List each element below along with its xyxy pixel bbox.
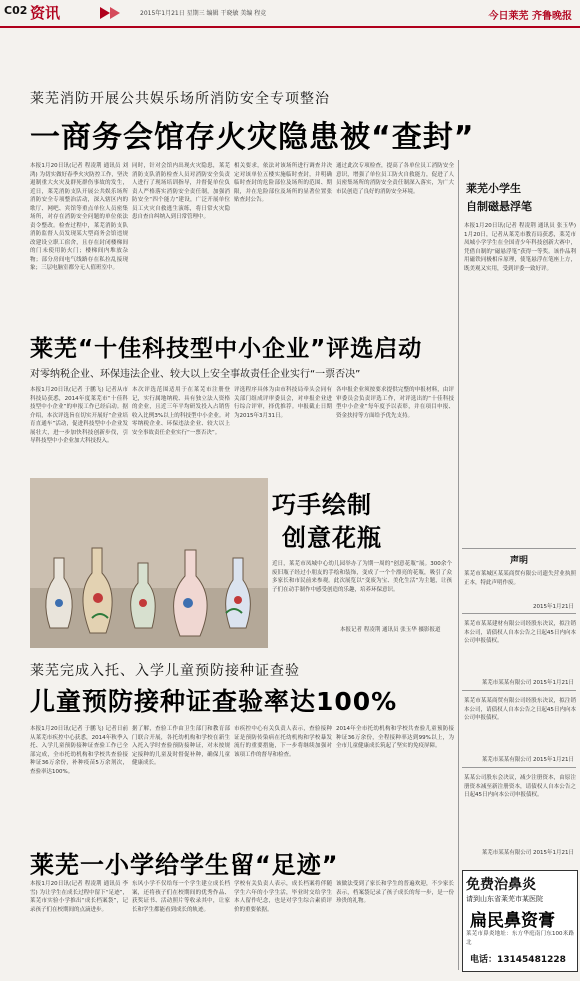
ad-line1: 免费治鼻炎	[466, 877, 536, 893]
article3-col3: 市疾控中心有关负责人表示，查验接种证是预防传染病在托幼机构和学校暴发流行的重要措施，下一步将继续加强对该项工作的督导和检查。	[234, 726, 332, 758]
sidebar-divider	[458, 160, 459, 970]
notice-2: 莱芜市某某建材有限公司经股东决议，拟注销本公司，请债权人自本公告之日起45日内向本公司申报债权。	[464, 621, 576, 644]
article1-col1: 本报1月20日讯(记者 程凌荆 通讯员 刘鸿) 为切实做好春季火灾防控工作，坚决遏制重大火灾及群死群伤事故的发生，近日，莱芜消防支队开展公共娱乐场所消防安全专项整治活动，深入辖区内的歌厅、网吧、宾馆等重点单位人员密集场所，对存在消防安全问题的单位依法责令整改。检查过程中，莱芜消防支队消防监督人员发现某大型商务会馆违规改建设立职工宿舍，且存在封闭楼梯间的门未使用防火门；楼梯间内堆放杂物；部分房间电气线路存在私拉乱接现象；三层电脑室都分无人值班室中。	[30, 163, 128, 271]
feature-title-2: 创意花瓶	[282, 524, 382, 552]
ad-phone: 电话：13145481228	[470, 955, 566, 965]
article4-col2: 东风小学不仅给每一个学生建立成长档案，还将孩子们在校期间的优秀作品、获奖证书、活动照片等收录其中，让家长和学生都能看到成长的轨迹。	[132, 881, 230, 913]
article1-kicker: 莱芜消防开展公共娱乐场所消防安全专项整治	[30, 91, 330, 107]
article1-col3: 相关要求，依法对该场所进行调查并决定对该单位五楼实施临时查封，并明确临时查封的危险部位及场所的范围、期限，并在危险部位及场所的显著位置张贴查封公告。	[234, 163, 332, 203]
feature-title-1: 巧手绘制	[272, 491, 372, 519]
article1-col4: 通过此次专项检查，提高了各单位员工消防安全意识，增强了单位员工防火自救能力，促进了人员密集场所的消防安全责任制深入落实，为广大市民创造了良好的消防安全环境。	[336, 163, 454, 195]
article1-headline: 一商务会馆存火灾隐患被“查封”	[30, 120, 475, 155]
article2-col2: 本次评选范围适用于在莱芜市注册登记，实行属地纳税、具有独立法人资格的企业，且近三年平均研发投入占销售收入比例3%以上的科技型中小企业。对零纳税企业、环保违法企业、较大以上安全事故责任企业实行“一票否决”。	[132, 387, 230, 436]
article2-subtitle: 对零纳税企业、环保违法企业、较大以上安全事故责任企业实行“一票否决”	[30, 369, 361, 380]
sidebar-rule-2	[462, 613, 576, 614]
notice-4-org: 莱芜市某某有限公司 2015年1月21日	[481, 850, 574, 856]
article4-col3: 学校有关负责人表示，成长档案将伴随学生六年的小学生活，毕业时交给学生本人留作纪念，也是对学生综合素质评价的重要依据。	[234, 881, 332, 913]
article3-kicker: 莱芜完成入托、入学儿童预防接种证查验	[30, 663, 300, 679]
notice-1: 莱芜市莱城区某某商贸有限公司遗失营业执照正本，特此声明作废。	[464, 571, 576, 586]
section-name: 资讯	[30, 4, 61, 22]
article1-col2: 同时，针对会馆内出现火灾隐患，莱芜消防支队消防检查人员对消防安全负责人进行了现场培训指导，并督促单位负责人严格落实消防安全责任制，加强消防安全“四个能力”建设，广泛开展单位员工火灾自救逃生演练，将日常火灾隐患自查自纠纳入到日常管理中。	[132, 163, 230, 220]
brief-text: 本报1月20日讯(记者 程凌荆 通讯员 张玉华) 1月20日，记者从莱芜市教育局获悉，莱芜市凤城小学学生在全国青少年科技创新大赛中，凭借自制的“磁悬浮笔”获得一等奖。该作品利用磁铁同极相斥原理，使笔悬浮在笔座上方，既美观又实用，受到评委一致好评。	[464, 223, 576, 272]
notice-title: 声明	[509, 556, 528, 566]
article2-headline: 莱芜“十佳科技型中小企业”评选启动	[30, 336, 423, 362]
article4-col4: 该做法受到了家长和学生的普遍欢迎，不少家长表示，档案袋记录了孩子成长的每一步，是一份珍贵的礼物。	[336, 881, 454, 904]
ad-address: 莱芜市鼻炎地址：东方华庭南门东100米路北	[466, 931, 574, 946]
article3-col4: 2014年全市托幼机构和学校共查验儿童预防接种证36万余份，全程接种率达到99%以上，为全市儿童健康成长筑起了坚实的免疫屏障。	[336, 726, 454, 749]
issue-meta: 2015年1月21日 星期三 编辑 干晓敏 美编 程竞	[140, 10, 267, 17]
notice-4: 某某公司股东会决议，减少注册资本，由原注册资本减至新注册资本，请债权人自本公告之日起45日内向本公司申报债权。	[464, 775, 576, 798]
article3-headline: 儿童预防接种证查验率达100%	[30, 687, 398, 716]
vase-illustration	[30, 478, 268, 648]
sidebar-rule-3	[462, 690, 576, 691]
sidebar-rule-1	[462, 548, 576, 549]
article2-col4: 各申报企业须按要求提供完整的申报材料，由评审委员会负责评选工作，对评选出的“十佳科技型中小企业”每年度予以表彰，并在项目申报、资金扶持等方面给予优先支持。	[336, 387, 454, 419]
page-number: C02	[4, 4, 28, 17]
notice-3-org: 莱芜市某某有限公司 2015年1月21日	[481, 757, 574, 763]
arrow-icon-2	[110, 7, 120, 19]
feature-credit: 本报记者 程凌荆 通讯员 张玉华 摄影报道	[340, 627, 441, 633]
article3-col1: 本报1月20日讯(记者 于鹏飞) 记者日前从莱芜市疾控中心获悉，2014年秋季入托、入学儿童预防接种证查验工作已全部完成，全市托幼机构和学校共查验接种证36万余份，补种疫苗5万余剂次，查验率达100%。	[30, 726, 128, 775]
feature-caption: 近日，莱芜市凤城中心幼儿园举办了为期一周的“创意花瓶”展。300余个废旧瓶子经过小朋友的手绘和装饰，变成了一个个漂亮的花瓶，吸引了众多家长和市民前来参观。此次展览以“变废为宝、美化生活”为主题，让孩子们在动手制作中感受创造的乐趣，培养环保意识。	[272, 561, 452, 593]
brief-title: 自制磁悬浮笔	[466, 200, 532, 213]
article4-col1: 本报1月20日讯(记者 程凌荆 通讯员 李雪) 为让学生在成长过程中留下“足迹”，莱芜市实验小学推出“成长档案袋”，记录孩子们在校期间的点滴进步。	[30, 881, 128, 913]
notice-3: 莱芜市某某商贸有限公司经股东决议，拟注销本公司，请债权人自本公告之日起45日内向本公司申报债权。	[464, 698, 576, 721]
brief-kicker: 莱芜小学生	[466, 182, 521, 195]
newspaper-brand: 今日莱芜 齐鲁晚报	[488, 11, 572, 22]
arrow-icon	[100, 7, 110, 19]
ad-line3: 扁民鼻资膏	[470, 911, 555, 931]
article2-col3: 评选程序具体为由市科技局牵头会同有关部门组成评审委员会，对申报企业进行综合评审，择优推荐。申报截止日期为2015年3月31日。	[234, 387, 332, 419]
vase-photo	[30, 478, 268, 648]
notice-2-org: 莱芜市某某有限公司 2015年1月21日	[481, 680, 574, 686]
article3-col2: 据了解，查验工作由卫生部门和教育部门联合开展，各托幼机构和学校在新生入托入学时查验预防接种证，对未按规定接种的儿童及时督促补种，确保儿童健康成长。	[132, 726, 230, 766]
article4-headline: 莱芜一小学给学生留“足迹”	[30, 851, 339, 879]
ad-line2: 请到山东省莱芜市某医院	[466, 895, 543, 903]
sidebar-rule-4	[462, 767, 576, 768]
article2-col1: 本报1月20日讯(记者 于鹏飞) 记者从市科技局获悉，2014年度莱芜市“十佳科技型中小企业”的申报工作已经启动。据介绍，本次评选旨在切实开展好“企业培育直通车”活动，促进科技型中小企业发展壮大，进一步加快科技创新步伐，引导科技型中小企业加大科技投入。	[30, 387, 128, 444]
notice-1-org: 2015年1月21日	[533, 604, 574, 610]
